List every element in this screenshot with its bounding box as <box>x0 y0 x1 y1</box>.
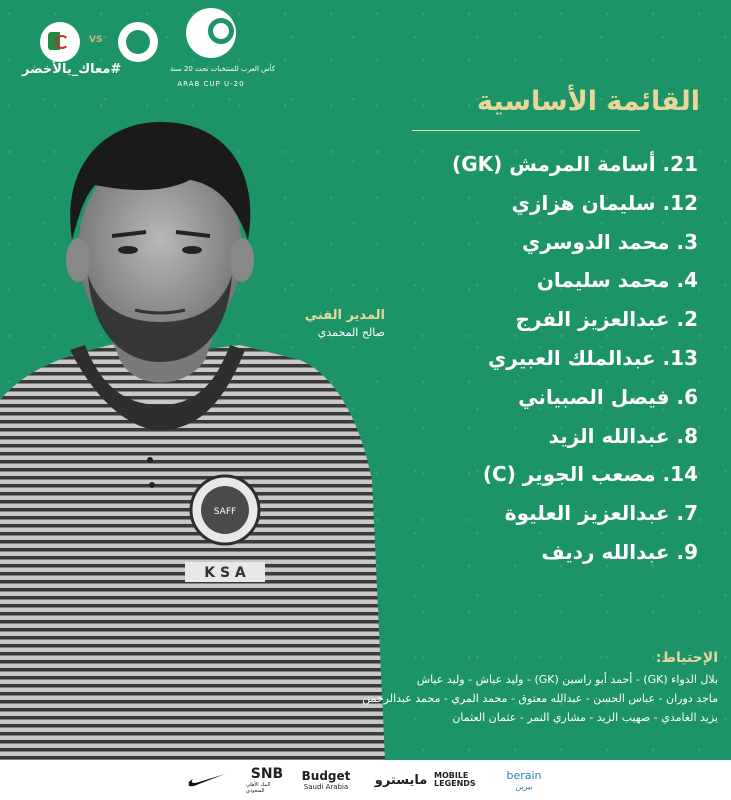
crest-text: SAFF <box>213 507 237 517</box>
budget-logo <box>296 766 356 794</box>
player-item: 8. عبدالله الزيد <box>548 423 698 448</box>
budget-text: Budget <box>301 769 351 783</box>
saudi-federation-logo <box>118 22 158 62</box>
coach-name: صالح المحمدي <box>317 326 385 339</box>
starting-lineup-list <box>380 145 698 572</box>
player-item: 4. محمد سليمان <box>536 268 698 293</box>
nike-swoosh-icon <box>187 772 227 788</box>
berain-logo <box>502 766 546 794</box>
hashtag: #معاك_يالأخضر <box>22 62 122 77</box>
player-item: 12. سليمان هزازي <box>511 190 698 215</box>
maestro-logo: مايسترو <box>374 772 428 788</box>
substitutes-line: يزيد الغامدي - صهيب الزيد - مشاري النمر - عثمان العثمان <box>452 711 718 724</box>
sponsor-bar <box>0 760 731 800</box>
coach-role: المدير الفني <box>304 308 385 323</box>
coach-label <box>285 308 385 339</box>
substitutes-block <box>272 650 718 727</box>
snb-text: SNB <box>250 766 284 782</box>
substitutes-title: الإحتياط: <box>655 650 718 666</box>
title-divider <box>412 130 640 131</box>
budget-subtext: Saudi Arabia <box>303 783 349 791</box>
player-item: 13. عبدالملك العبيري <box>487 345 698 370</box>
competition-name-en: ARAB CUP U-20 <box>177 80 245 88</box>
vs-label: VS <box>89 35 103 45</box>
berain-ar-text: بيرين <box>515 782 533 791</box>
player-item: 6. فيصل الصبياني <box>518 384 698 409</box>
substitutes-line: ماجد دوران - عباس الحسن - عبدالله معتوق - محمد المري - محمد عبدالرحمن <box>362 692 718 705</box>
shirt-text: K S A <box>204 565 246 581</box>
algeria-federation-logo <box>40 22 80 62</box>
player-item: 9. عبدالله رديف <box>541 539 698 564</box>
mobile-legends-logo: MOBILE LEGENDS <box>434 771 476 788</box>
snb-subtext: البنك الأهلي السعودي <box>246 782 271 794</box>
player-item: 7. عبدالعزيز العليوة <box>504 501 698 526</box>
competition-name-ar: كأس العرب للمنتخبات تحت 20 سنة <box>170 65 276 73</box>
nike-logo <box>186 766 228 794</box>
snb-logo <box>246 766 288 794</box>
player-item: 2. عبدالعزيز الفرج <box>515 307 698 332</box>
berain-text: berain <box>506 769 542 782</box>
cup-emblem-icon <box>186 8 236 58</box>
player-item: 3. محمد الدوسري <box>522 229 698 254</box>
arab-cup-u20-logo <box>170 8 276 92</box>
player-item: 21. أسامة المرمش (GK) <box>452 152 698 176</box>
match-teams <box>18 14 146 90</box>
lineup-title: القائمة الأساسية <box>477 86 700 117</box>
substitutes-line: بلال الدواء (GK) - أحمد أبو راسين (GK) - وليد عياش - وليد عياش <box>416 673 718 686</box>
player-item: 14. مصعب الجوير (C) <box>482 462 698 487</box>
